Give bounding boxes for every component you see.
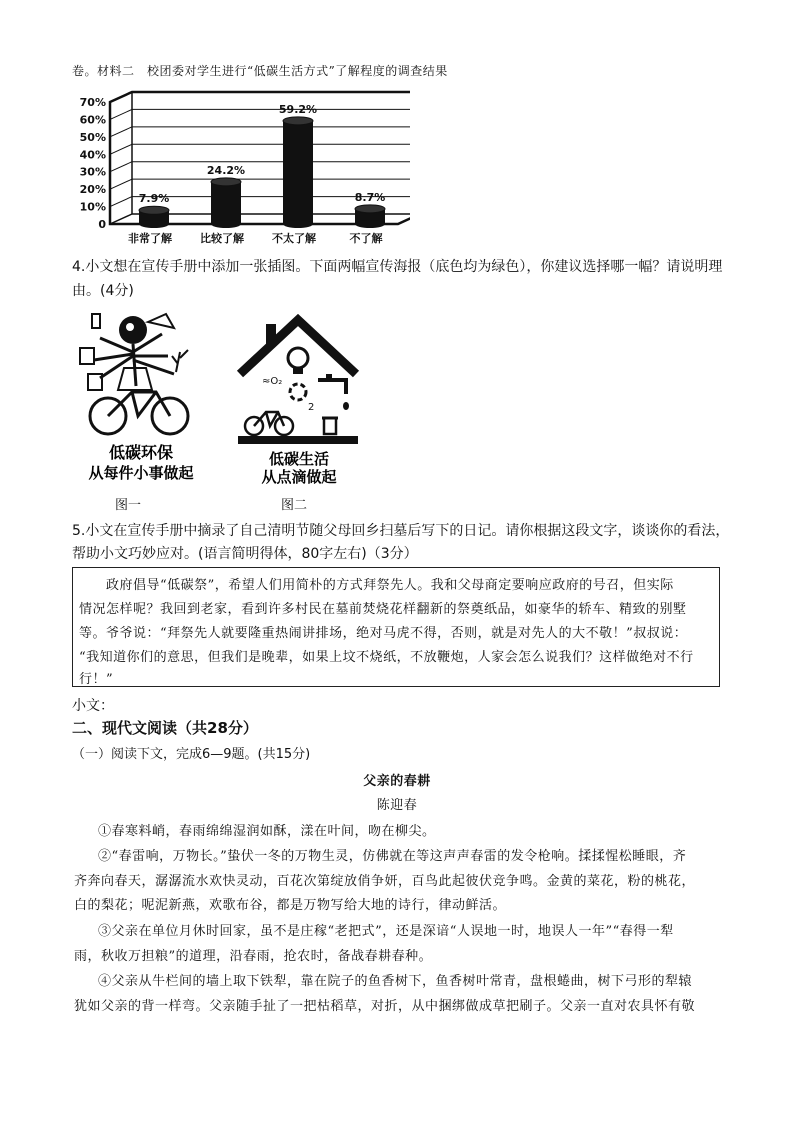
chart-y-tick-label: 50% bbox=[79, 130, 106, 144]
survey-bar-chart bbox=[70, 84, 410, 250]
chart-bar bbox=[128, 192, 173, 245]
q4-line1: 4.小文想在宣传手册中添加一张插图。下面两幅宣传海报（底色均为绿色），你建议选择哪一幅？请说明理 bbox=[72, 259, 723, 275]
poster-two-slogan-1: 低碳生活 bbox=[268, 450, 330, 468]
chart-bar-base bbox=[355, 220, 385, 228]
chart-y-tick-label: 30% bbox=[79, 165, 106, 179]
chart-category-label: 不太了解 bbox=[272, 232, 316, 245]
section-subheading: （一）阅读下文，完成6—9题。(共15分) bbox=[72, 747, 311, 762]
article-paragraph: 齐奔向春天，潺潺流水欢快灵动，百花次第绽放俏争妍，百鸟此起彼伏竞争鸣。金黄的菜花，粉的桃花， bbox=[74, 874, 696, 889]
chart-bar-top bbox=[211, 178, 241, 186]
chart-y-tick-label: 10% bbox=[79, 200, 106, 214]
chart-y-tick-label: 40% bbox=[79, 148, 106, 162]
chart-bar bbox=[200, 164, 245, 245]
chart-category-label: 非常了解 bbox=[128, 232, 172, 245]
chart-value-label: 59.2% bbox=[278, 102, 318, 116]
diary-line: 政府倡导“低碳祭”，希望人们用简朴的方式拜祭先人。我和父母商定要响应政府的号召，但实际 bbox=[79, 578, 674, 593]
article-title: 父亲的春耕 bbox=[363, 774, 431, 789]
poster-two-illustration bbox=[236, 314, 362, 490]
chart-bar-body bbox=[283, 121, 313, 224]
diary-excerpt-box bbox=[72, 567, 720, 687]
chart-category-label: 不了解 bbox=[349, 232, 383, 245]
chart-bar bbox=[350, 191, 386, 245]
poster-one-slogan-1: 低碳环保 bbox=[108, 443, 174, 462]
q4-line2: 由。(4分) bbox=[72, 283, 134, 299]
chart-gridline bbox=[110, 127, 132, 137]
chart-gridline bbox=[110, 162, 132, 172]
chart-gridline bbox=[110, 92, 132, 102]
answer-label: 小文： bbox=[72, 698, 114, 714]
chart-bar-top bbox=[283, 117, 313, 125]
diary-line: 情况怎样呢？我回到老家，看到许多村民在墓前焚烧花样翻新的祭奠纸品，如豪华的轿车、精致的别墅 bbox=[79, 602, 687, 617]
article-paragraph: ②“春雷响，万物长。”蛰伏一冬的万物生灵，仿佛就在等这声声春雷的发令枪响。揉揉惺松睡眼，齐 bbox=[98, 849, 687, 864]
chart-category-label: 比较了解 bbox=[200, 232, 244, 245]
chart-y-tick-label: 60% bbox=[79, 113, 106, 127]
diary-line: “我知道你们的意思，但我们是晚辈，如果上坟不烧纸，不放鞭炮，人家会怎么说我们？这样做绝对不行 bbox=[79, 650, 694, 665]
chart-y-tick-label: 0 bbox=[98, 218, 106, 231]
article-paragraph: 犹如父亲的背一样弯。父亲随手扯了一把枯稻草，对折，从中捆绑做成草把刷子。父亲一直对农具怀有敬 bbox=[74, 999, 696, 1014]
chart-value-label: 24.2% bbox=[206, 163, 246, 177]
svg-text:≈O₂: ≈O₂ bbox=[262, 376, 283, 387]
chart-value-label: 8.7% bbox=[354, 190, 386, 204]
poster-one-illustration bbox=[76, 308, 206, 488]
chart-gridline bbox=[110, 109, 132, 119]
poster-two-slogan-2: 从点滴做起 bbox=[261, 468, 337, 486]
chart-gridline bbox=[110, 179, 132, 189]
chart-bar-top bbox=[355, 205, 385, 213]
q5-line2: 帮助小文巧妙应对。(语言简明得体，80字左右)（3分） bbox=[72, 546, 418, 562]
poster-one-caption: 图一 bbox=[115, 498, 142, 513]
chart-y-tick-label: 20% bbox=[79, 183, 106, 197]
diary-line: 行！” bbox=[79, 672, 114, 687]
chart-bar-base bbox=[283, 220, 313, 228]
chart-bar-base bbox=[139, 220, 169, 228]
material-heading: 卷。材料二 校团委对学生进行“低碳生活方式”了解程度的调查结果 bbox=[72, 64, 448, 78]
poster-two-caption: 图二 bbox=[281, 498, 308, 513]
chart-gridline bbox=[110, 197, 132, 207]
chart-floor-edge bbox=[110, 214, 132, 224]
chart-bar-body bbox=[211, 182, 241, 224]
chart-bar-base bbox=[211, 220, 241, 228]
chart-gridline bbox=[110, 144, 132, 154]
article-paragraph: ①春寒料峭，春雨绵绵湿润如酥，漾在叶间，吻在柳尖。 bbox=[98, 824, 436, 839]
chart-bar-top bbox=[139, 206, 169, 214]
article-author: 陈迎春 bbox=[376, 798, 418, 813]
poster-one-slogan-2: 从每件小事做起 bbox=[88, 464, 194, 482]
svg-text:2: 2 bbox=[308, 402, 315, 413]
article-paragraph: ④父亲从牛栏间的墙上取下铁犁，靠在院子的鱼香树下，鱼香树叶常青，盘根蜷曲，树下弓形的犁辕 bbox=[98, 974, 693, 989]
section-heading: 二、现代文阅读（共28分） bbox=[72, 719, 258, 737]
chart-y-tick-label: 70% bbox=[79, 96, 106, 109]
diary-line: 等。爷爷说：“拜祭先人就要隆重热闹讲排场，绝对马虎不得，否则，就是对先人的大不敬！”叔叔说： bbox=[79, 626, 688, 641]
q5-line1: 5.小文在宣传手册中摘录了自己清明节随父母回乡扫墓后写下的日记。请你根据这段文字，谈谈你的看法， bbox=[72, 523, 730, 539]
chart-value-label: 7.9% bbox=[138, 192, 170, 206]
article-paragraph: 雨，秋收万担粮”的道理，沿春雨，抢农时，备战春耕春种。 bbox=[74, 949, 433, 964]
article-paragraph: ③父亲在单位月休时回家，虽不是庄稼“老把式”，还是深谙“人误地一时，地误人一年”“春得一犁 bbox=[98, 924, 674, 939]
article-paragraph: 白的梨花；呢泥新燕，欢歌布谷，都是万物写给大地的诗行，律动鲜活。 bbox=[74, 898, 507, 913]
